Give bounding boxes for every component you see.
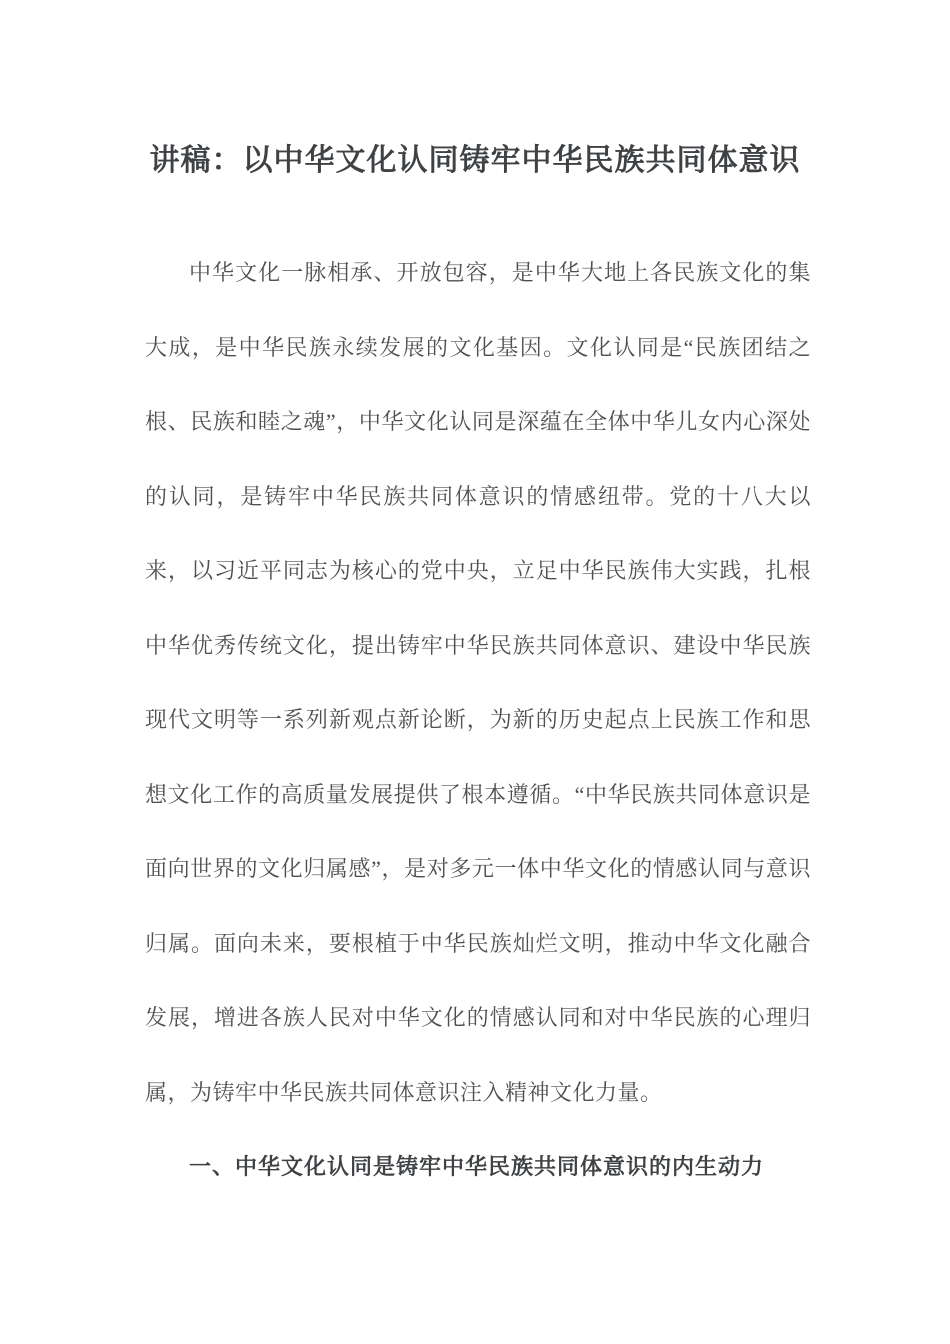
section-heading: 一、中华文化认同是铸牢中华民族共同体意识的内生动力 bbox=[189, 1154, 765, 1179]
document-title: 讲稿：以中华文化认同铸牢中华民族共同体意识 bbox=[149, 144, 801, 177]
body-paragraph: 中华文化一脉相承、开放包容，是中华大地上各民族文化的集大成，是中华民族永续发展的文化基因。文化认同是“民族团结之根、民族和睦之魂”，中华文化认同是深蕴在全体中华儿女内心深处的认同，是铸牢中华民族共同体意识的情感纽带。党的十八大以来，以习近平同志为核心的党中央，立足中华民族伟大实践，扎根中华优秀传统文化，提出铸牢中华民族共同体意识、建设中华民族现代文明等一系列新观点新论断，为新的历史起点上民族工作和思想文化工作的高质量发展提供了根本遵循。“中华民族共同体意识是面向世界的文化归属感”，是对多元一体中华文化的情感认同与意识归属。面向未来，要根植于中华民族灿烂文明，推动中华文化融合发展，增进各族人民对中华文化的情感认同和对中华民族的心理归属，为铸牢中华民族共同体意识注入精神文化力量。 bbox=[145, 260, 811, 1105]
